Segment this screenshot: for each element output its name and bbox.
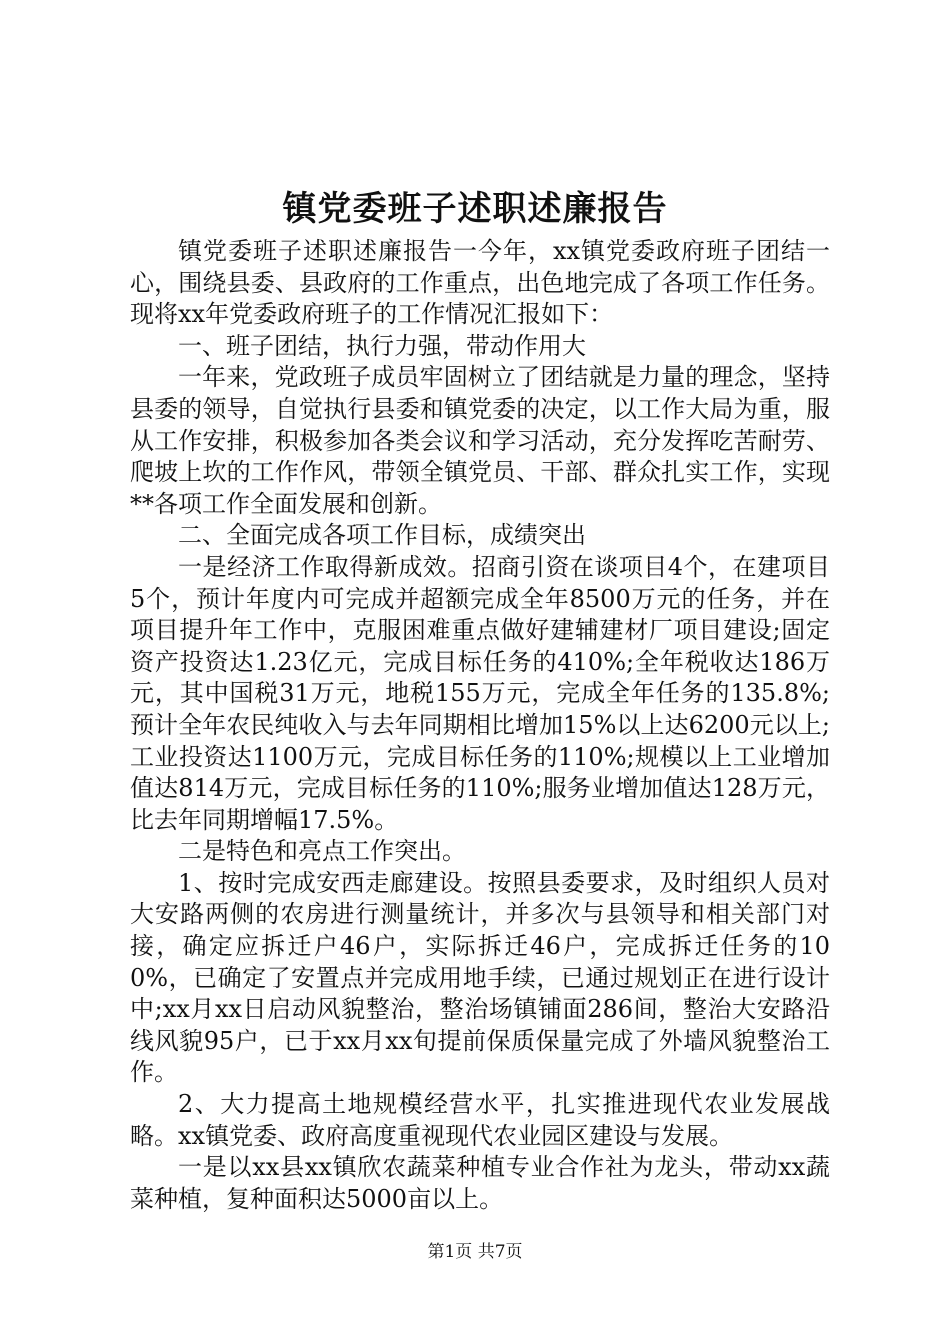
paragraph-cooperative: 一是以xx县xx镇欣农蔬菜种植专业合作社为龙头，带动xx蔬菜种植，复种面积达5000亩以上。 <box>130 1153 830 1213</box>
heading-section-2: 二、全面完成各项工作目标，成绩突出 <box>178 521 586 550</box>
document-body <box>130 236 830 1215</box>
document-title: 镇党委班子述职述廉报告 <box>282 189 668 229</box>
page-number-footer: 第1页 共7页 <box>427 1242 523 1262</box>
paragraph-corridor: 1、按时完成安西走廊建设。按照县委要求，及时组织人员对大安路两侧的农房进行测量统计，并多次与县领导和相关部门对接，确定应拆迁户46户，实际拆迁46户，完成拆迁任务的100%，已确定了安置点并完成用地手续，已通过规划正在进行设计中;xx月xx日启动风貌整治，整治场镇铺面286间，整治大安路沿线风貌95户，已于xx月xx旬提前保质保量完成了外墙风貌整治工作。 <box>130 868 830 1087</box>
paragraph-section-1: 一年来，党政班子成员牢固树立了团结就是力量的理念，坚持县委的领导，自觉执行县委和镇党委的决定，以工作大局为重，服从工作安排，积极参加各类会议和学习活动，充分发挥吃苦耐劳、爬坡上坎的工作作风，带领全镇党员、干部、群众扎实工作，实现**各项工作全面发展和创新。 <box>130 363 830 518</box>
paragraph-economy: 一是经济工作取得新成效。招商引资在谈项目4个，在建项目5个，预计年度内可完成并超额完成全年8500万元的任务，并在项目提升年工作中，克服困难重点做好建辅建材厂项目建设;固定资产投资达1.23亿元，完成目标任务的410%;全年税收达186万元，其中国税31万元，地税155万元，完成全年任务的135.8%;预计全年农民纯收入与去年同期相比增加15%以上达6200元以上;工业投资达1100万元，完成目标任务的110%;规模以上工业增加值达814万元，完成目标任务的110%;服务业增加值达128万元，比去年同期增幅17.5%。 <box>130 552 830 834</box>
paragraph-intro: 镇党委班子述职述廉报告一今年，xx镇党委政府班子团结一心，围绕县委、县政府的工作重点，出色地完成了各项工作任务。现将xx年党委政府班子的工作情况汇报如下： <box>130 237 830 329</box>
paragraph-agriculture: 2、大力提高土地规模经营水平，扎实推进现代农业发展战略。xx镇党委、政府高度重视现代农业园区建设与发展。 <box>130 1090 830 1150</box>
heading-highlights: 二是特色和亮点工作突出。 <box>178 837 466 866</box>
heading-section-1: 一、班子团结，执行力强，带动作用大 <box>178 331 586 360</box>
